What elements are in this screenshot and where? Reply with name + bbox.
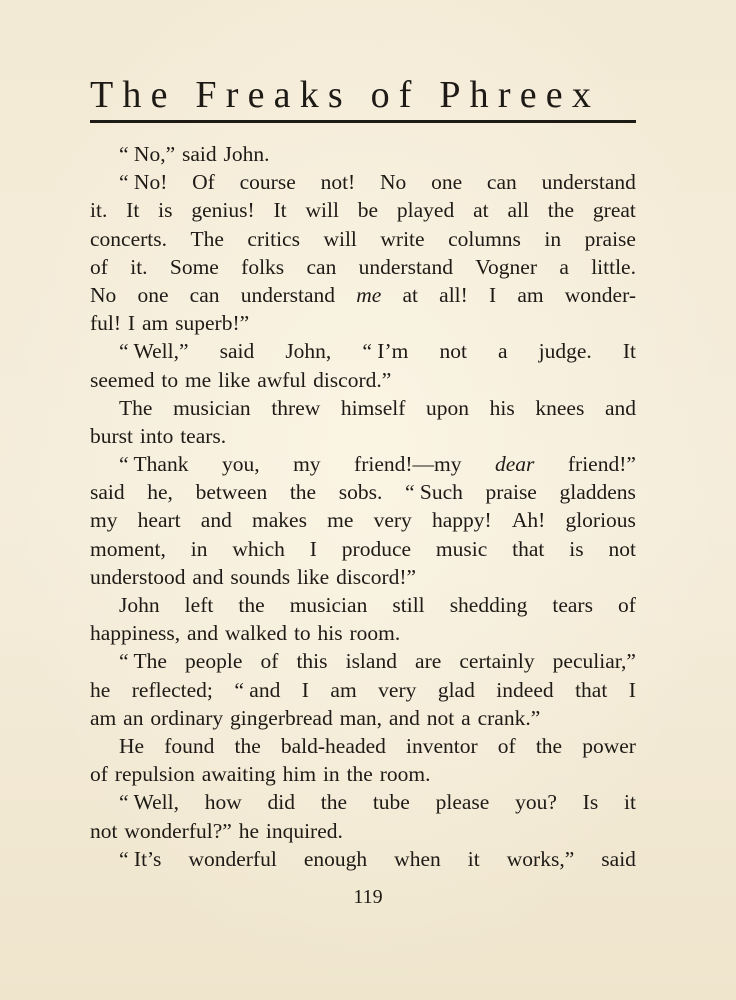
text-line — [90, 225, 636, 253]
word: am — [330, 677, 357, 702]
page-number: 119 — [353, 886, 383, 908]
text-line — [90, 478, 636, 506]
word: John, — [285, 339, 332, 364]
word: knees — [535, 395, 585, 420]
word: one — [137, 282, 169, 307]
word: said — [601, 846, 636, 871]
word: not — [90, 818, 118, 843]
text-line — [90, 817, 636, 845]
word: I — [309, 536, 317, 561]
word: not — [608, 536, 636, 561]
word: ful! — [90, 311, 122, 336]
word: the — [238, 593, 265, 617]
word: enough — [303, 846, 368, 871]
word: people — [185, 649, 243, 674]
word: can — [486, 170, 517, 195]
word: not! — [320, 170, 356, 195]
word: this — [296, 649, 328, 674]
text-line — [90, 676, 636, 704]
word: “ and — [234, 677, 281, 702]
word: it. — [130, 254, 148, 279]
word: you? — [515, 790, 557, 815]
word: my — [90, 508, 118, 533]
word: “ Well,” — [119, 339, 189, 364]
word: praise — [584, 226, 636, 251]
word: is — [158, 198, 173, 223]
header-rule — [90, 120, 636, 123]
word: played — [396, 198, 455, 223]
word: still — [392, 593, 425, 617]
word: and — [200, 508, 232, 533]
word: man, — [339, 705, 382, 730]
word: write — [380, 226, 425, 251]
word: produce — [341, 536, 412, 561]
word: at — [473, 198, 489, 223]
word: awful — [257, 367, 307, 392]
word: inventor — [406, 733, 478, 758]
word: friend!” — [567, 452, 636, 477]
word: it. — [90, 198, 108, 223]
text-line — [90, 760, 636, 788]
word: tube — [372, 790, 410, 815]
word: “ No,” — [119, 142, 176, 166]
word: Ah! — [511, 508, 546, 533]
word: please — [435, 790, 490, 815]
word: burst — [90, 423, 133, 448]
word: it — [467, 846, 480, 871]
word: little. — [591, 254, 636, 279]
word: reflected; — [131, 677, 213, 702]
text-line — [90, 450, 636, 478]
word: upon — [426, 395, 470, 420]
word: happiness, — [90, 621, 181, 646]
word: wonderful?” — [124, 818, 232, 843]
text-line — [90, 366, 636, 394]
word: peculiar,” — [552, 649, 636, 674]
word: very — [378, 677, 417, 702]
text-line — [90, 196, 636, 224]
text-line — [90, 140, 636, 168]
word: judge. — [538, 339, 592, 364]
word: to — [293, 621, 311, 646]
word: can — [306, 254, 337, 279]
word: heart — [137, 508, 181, 533]
word: Of — [192, 170, 215, 195]
word: is — [569, 536, 584, 561]
word: all! — [439, 282, 468, 307]
word: did — [267, 790, 296, 815]
word: “ No! — [119, 170, 168, 195]
word: said — [182, 142, 217, 166]
word: It — [126, 198, 140, 223]
word: understood — [90, 564, 186, 589]
word: of — [260, 649, 279, 674]
word: a — [559, 254, 569, 279]
word: am — [90, 705, 117, 730]
word: It — [273, 198, 287, 223]
text-line — [90, 506, 636, 534]
word: musician — [289, 593, 368, 617]
word: and — [604, 395, 636, 420]
word: ordinary — [150, 705, 224, 730]
word: music — [435, 536, 488, 561]
word: seemed — [90, 367, 155, 392]
word: tears — [552, 593, 593, 617]
word: left — [184, 593, 214, 617]
word: a — [461, 705, 471, 730]
word: me — [356, 282, 382, 307]
word: genius! — [191, 198, 255, 223]
word: great — [592, 198, 636, 223]
word: The — [119, 395, 153, 420]
text-line — [90, 337, 636, 365]
word: critics — [247, 226, 300, 251]
text-line — [90, 253, 636, 281]
word: he, — [147, 480, 173, 505]
text-line — [90, 591, 636, 619]
word: “ Such — [404, 480, 463, 505]
word: him — [282, 762, 317, 787]
word: No — [90, 282, 117, 307]
word: which — [232, 536, 285, 561]
word: and — [192, 564, 224, 589]
word: indeed — [496, 677, 554, 702]
word: will — [305, 198, 339, 223]
word: am — [141, 311, 169, 336]
word: island — [345, 649, 397, 674]
text-line — [90, 168, 636, 196]
word: in — [322, 762, 340, 787]
text-line — [90, 309, 636, 337]
word: I — [301, 677, 309, 702]
word: It — [622, 339, 636, 364]
word: it — [623, 790, 636, 815]
word: to — [161, 367, 179, 392]
word: when — [394, 846, 441, 871]
word: the — [535, 733, 563, 758]
word: like — [218, 367, 251, 392]
word: glad — [437, 677, 475, 702]
word: in — [544, 226, 562, 251]
word: the — [547, 198, 575, 223]
text-line — [90, 394, 636, 422]
word: John — [119, 593, 160, 617]
word: understand — [358, 254, 453, 279]
word: found — [164, 733, 215, 758]
word: into — [139, 423, 174, 448]
text-line — [90, 281, 636, 309]
word: me — [327, 508, 354, 533]
text-line — [90, 563, 636, 591]
word: the — [289, 480, 317, 505]
word: works,” — [506, 846, 575, 871]
word: bald-headed — [280, 733, 386, 758]
word: happy! — [431, 508, 492, 533]
word: threw — [271, 395, 321, 420]
word: walked — [224, 621, 288, 646]
word: the — [320, 790, 348, 815]
text-line — [90, 788, 636, 816]
word: between — [195, 480, 268, 505]
word: like — [296, 564, 330, 589]
word: my — [293, 452, 321, 477]
word: in — [190, 536, 208, 561]
word: musician — [173, 395, 251, 420]
word: he — [90, 677, 111, 702]
word: shedding — [449, 593, 528, 617]
text-line — [90, 704, 636, 732]
word: No — [380, 170, 407, 195]
word: you, — [221, 452, 260, 477]
word: “ I’m — [362, 339, 409, 364]
word: “ Thank — [119, 452, 189, 477]
text-line — [90, 619, 636, 647]
word: his — [317, 621, 343, 646]
word: John. — [223, 142, 270, 166]
word: discord.” — [313, 367, 392, 392]
word: folks — [241, 254, 285, 279]
word: awaiting — [201, 762, 276, 787]
word: that — [575, 677, 608, 702]
text-line — [90, 647, 636, 675]
word: understand — [240, 282, 336, 307]
word: certainly — [459, 649, 535, 674]
word: dear — [494, 452, 535, 477]
word: all — [507, 198, 529, 223]
word: of — [90, 254, 108, 279]
word: and — [187, 621, 219, 646]
word: I — [628, 677, 636, 702]
word: He — [119, 733, 145, 758]
word: tears. — [180, 423, 227, 448]
word: Some — [169, 254, 219, 279]
word: sobs. — [338, 480, 383, 505]
word: the — [346, 762, 373, 787]
word: superb!” — [175, 311, 250, 336]
word: a — [498, 339, 508, 364]
word: gingerbread — [230, 705, 333, 730]
word: his — [489, 395, 515, 420]
word: the — [234, 733, 261, 758]
word: be — [357, 198, 379, 223]
word: me — [184, 367, 212, 392]
body-text — [90, 140, 636, 873]
word: sounds — [230, 564, 291, 589]
word: of — [497, 733, 516, 758]
word: moment, — [90, 536, 166, 561]
word: Is — [582, 790, 599, 815]
word: that — [512, 536, 545, 561]
word: understand — [541, 170, 636, 195]
text-line — [90, 535, 636, 563]
word: are — [415, 649, 442, 674]
text-line — [90, 422, 636, 450]
word: am — [517, 282, 544, 307]
word: an — [123, 705, 144, 730]
word: friend!—my — [354, 452, 462, 477]
word: of — [618, 593, 636, 617]
word: repulsion — [114, 762, 195, 787]
word: not — [439, 339, 467, 364]
word: “ Well, — [119, 790, 179, 815]
word: columns — [448, 226, 521, 251]
word: and — [388, 705, 420, 730]
word: course — [239, 170, 296, 195]
word: crank.” — [477, 705, 541, 730]
word: “ It’s — [119, 846, 162, 871]
word: one — [431, 170, 463, 195]
running-head-title: The Freaks of Phreex — [90, 74, 601, 116]
word: glorious — [565, 508, 636, 533]
word: himself — [340, 395, 406, 420]
word: at — [402, 282, 418, 307]
word: Vogner — [475, 254, 538, 279]
word: power — [582, 733, 636, 758]
word: wonder- — [564, 282, 636, 307]
word: discord!” — [336, 564, 417, 589]
word: wonderful — [188, 846, 277, 871]
word: concerts. — [90, 226, 168, 251]
word: very — [373, 508, 412, 533]
word: praise — [485, 480, 537, 505]
word: “ The — [119, 649, 167, 674]
word: said — [90, 480, 125, 505]
word: he — [238, 818, 259, 843]
word: The — [190, 226, 224, 251]
word: will — [323, 226, 357, 251]
word: can — [189, 282, 220, 307]
word: I — [488, 282, 497, 307]
word: said — [219, 339, 255, 364]
word: room. — [349, 621, 401, 646]
text-line — [90, 845, 636, 873]
word: I — [127, 311, 136, 336]
word: of — [90, 762, 108, 787]
word: not — [426, 705, 455, 730]
text-line — [90, 732, 636, 760]
word: inquired. — [265, 818, 343, 843]
word: makes — [252, 508, 307, 533]
word: room. — [379, 762, 431, 787]
word: gladdens — [559, 480, 636, 505]
word: how — [204, 790, 242, 815]
